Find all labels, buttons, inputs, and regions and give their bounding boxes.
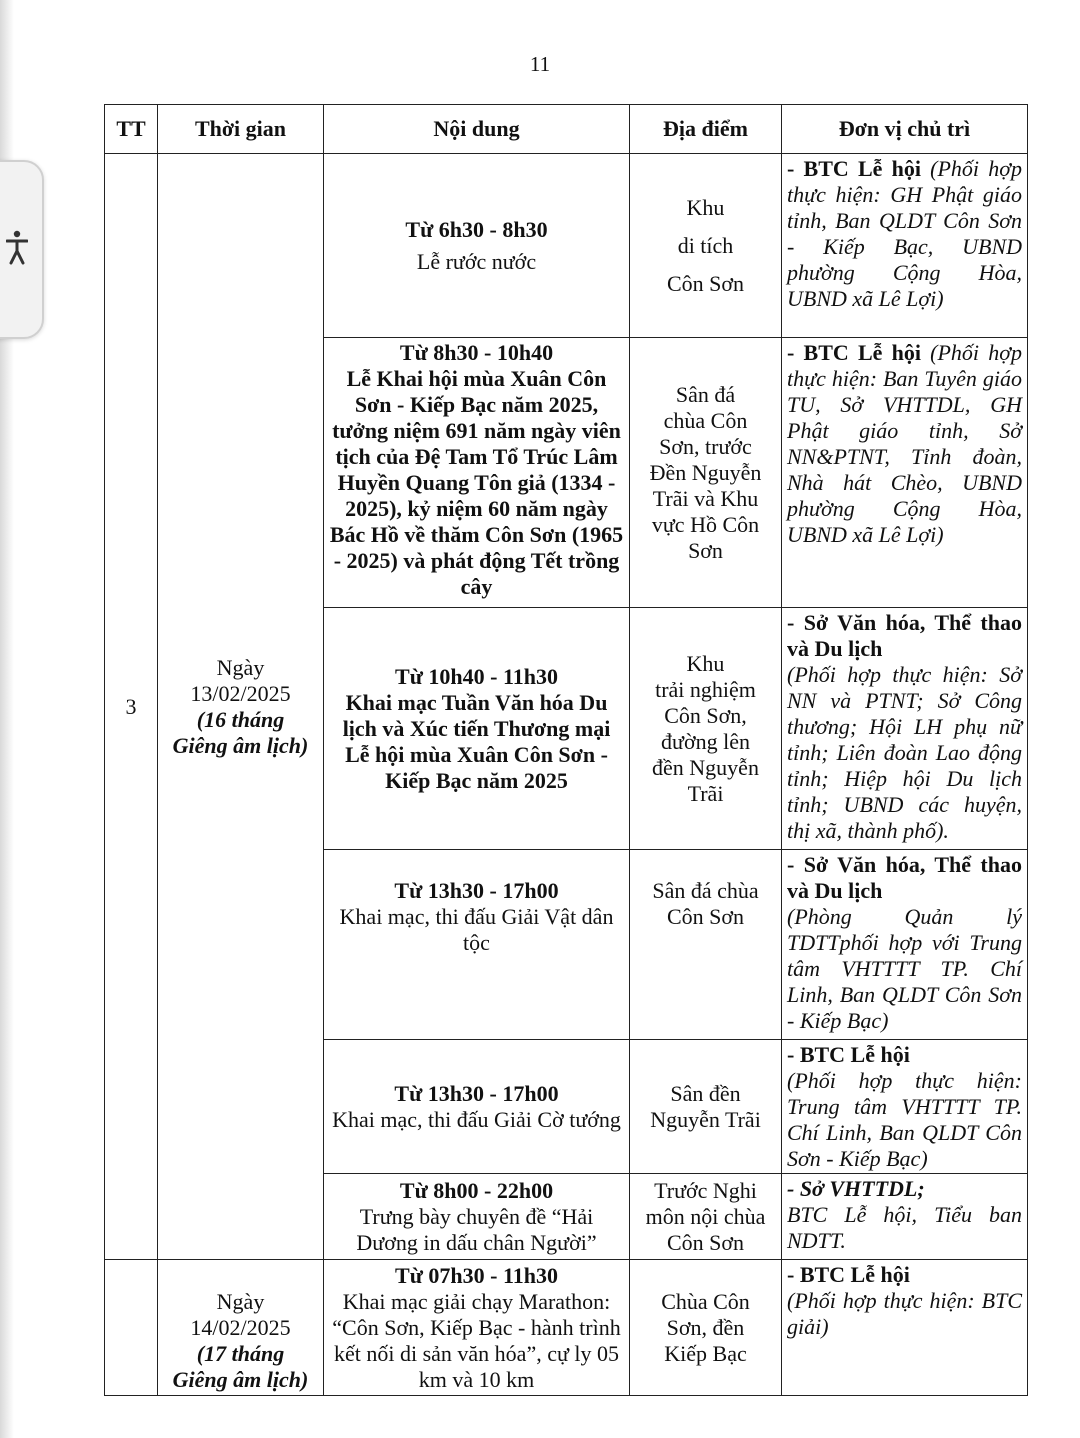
cell-tt-empty [105,1260,158,1396]
header-place: Địa điểm [630,105,782,154]
cell-date-group1: Ngày 13/02/2025 (16 tháng Giêng âm lịch) [158,154,324,1260]
cell-place: Trước Nghi môn nội chùa Côn Sơn [630,1174,782,1260]
table-row [105,1260,1028,1396]
cell-place: Sân đá chùa Côn Sơn, trước Đền Nguyễn Trãi và Khu vực Hồ Côn Sơn [630,338,782,608]
cell-content: Từ 13h30 - 17h00 Khai mạc, thi đấu Giải Cờ tướng [324,1040,630,1174]
table-row [105,154,1028,338]
cell-content: Từ 6h30 - 8h30 Lễ rước nước [324,154,630,338]
cell-unit: - Sở Văn hóa, Thể thao và Du lịch (Phòng Quản lý TDTTphối hợp với Trung tâm VHTTTT TP. Chí Linh, Ban QLDT Côn Sơn - Kiếp Bạc) [782,850,1028,1040]
cell-date-group2: Ngày 14/02/2025 (17 tháng Giêng âm lịch) [158,1260,324,1396]
cell-place: Sân đá chùa Côn Sơn [630,850,782,1040]
cell-unit: - BTC Lễ hội (Phối hợp thực hiện: Trung tâm VHTTTT TP. Chí Linh, Ban QLDT Côn Sơn - Kiếp Bạc) [782,1040,1028,1174]
table-header-row [105,105,1028,154]
cell-unit: - BTC Lễ hội (Phối hợp thực hiện: BTC giải) [782,1260,1028,1396]
cell-content: Từ 07h30 - 11h30 Khai mạc giải chạy Marathon: “Côn Sơn, Kiếp Bạc - hành trình kết nối di sản văn hóa”, cự ly 05 km và 10 km [324,1260,630,1396]
cell-unit: - Sở Văn hóa, Thể thao và Du lịch (Phối hợp thực hiện: Sở NN và PTNT; Sở Công thương; Hội LH phụ nữ tỉnh; Liên đoàn Lao động tỉnh; Hiệp hội Du lịch tỉnh; UBND các huyện, thị xã, thành phố). [782,608,1028,850]
cell-place: Khu di tích Côn Sơn [630,154,782,338]
header-unit: Đơn vị chủ trì [782,105,1028,154]
cell-place: Khu trải nghiệm Côn Sơn, đường lên đền Nguyễn Trãi [630,608,782,850]
header-tt: TT [105,105,158,154]
accessibility-icon [6,230,28,266]
schedule-table [104,104,1028,1396]
cell-place: Chùa Côn Sơn, đền Kiếp Bạc [630,1260,782,1396]
accessibility-button[interactable] [0,160,44,339]
cell-tt: 3 [105,154,158,1260]
header-time: Thời gian [158,105,324,154]
cell-content: Từ 13h30 - 17h00 Khai mạc, thi đấu Giải Vật dân tộc [324,850,630,1040]
cell-unit: - Sở VHTTDL; BTC Lễ hội, Tiểu ban NDTT. [782,1174,1028,1260]
cell-place: Sân đền Nguyễn Trãi [630,1040,782,1174]
header-content: Nội dung [324,105,630,154]
cell-unit: - BTC Lễ hội (Phối hợp thực hiện: Ban Tuyên giáo TU, Sở VHTTDL, GH Phật giáo tỉnh, Sở NN&PTNT, Tỉnh đoàn, Nhà hát Chèo, UBND phường Cộng Hòa, UBND xã Lê Lợi) [782,338,1028,608]
page-number: 11 [529,52,551,76]
cell-content: Từ 8h00 - 22h00 Trưng bày chuyên đề “Hải Dương in dấu chân Người” [324,1174,630,1260]
cell-content: Từ 10h40 - 11h30 Khai mạc Tuần Văn hóa Du lịch và Xúc tiến Thương mại Lễ hội mùa Xuân Côn Sơn - Kiếp Bạc năm 2025 [324,608,630,850]
cell-content: Từ 8h30 - 10h40 Lễ Khai hội mùa Xuân Côn Sơn - Kiếp Bạc năm 2025, tưởng niệm 691 năm ngày viên tịch của Đệ Tam Tổ Trúc Lâm Huyền Quang Tôn giả (1334 - 2025), kỷ niệm 60 năm ngày Bác Hồ về thăm Côn Sơn (1965 - 2025) và phát động Tết trồng cây [324,338,630,608]
cell-unit: - BTC Lễ hội (Phối hợp thực hiện: GH Phật giáo tỉnh, Ban QLDT Côn Sơn - Kiếp Bạc, UBND phường Cộng Hòa, UBND xã Lê Lợi) [782,154,1028,338]
